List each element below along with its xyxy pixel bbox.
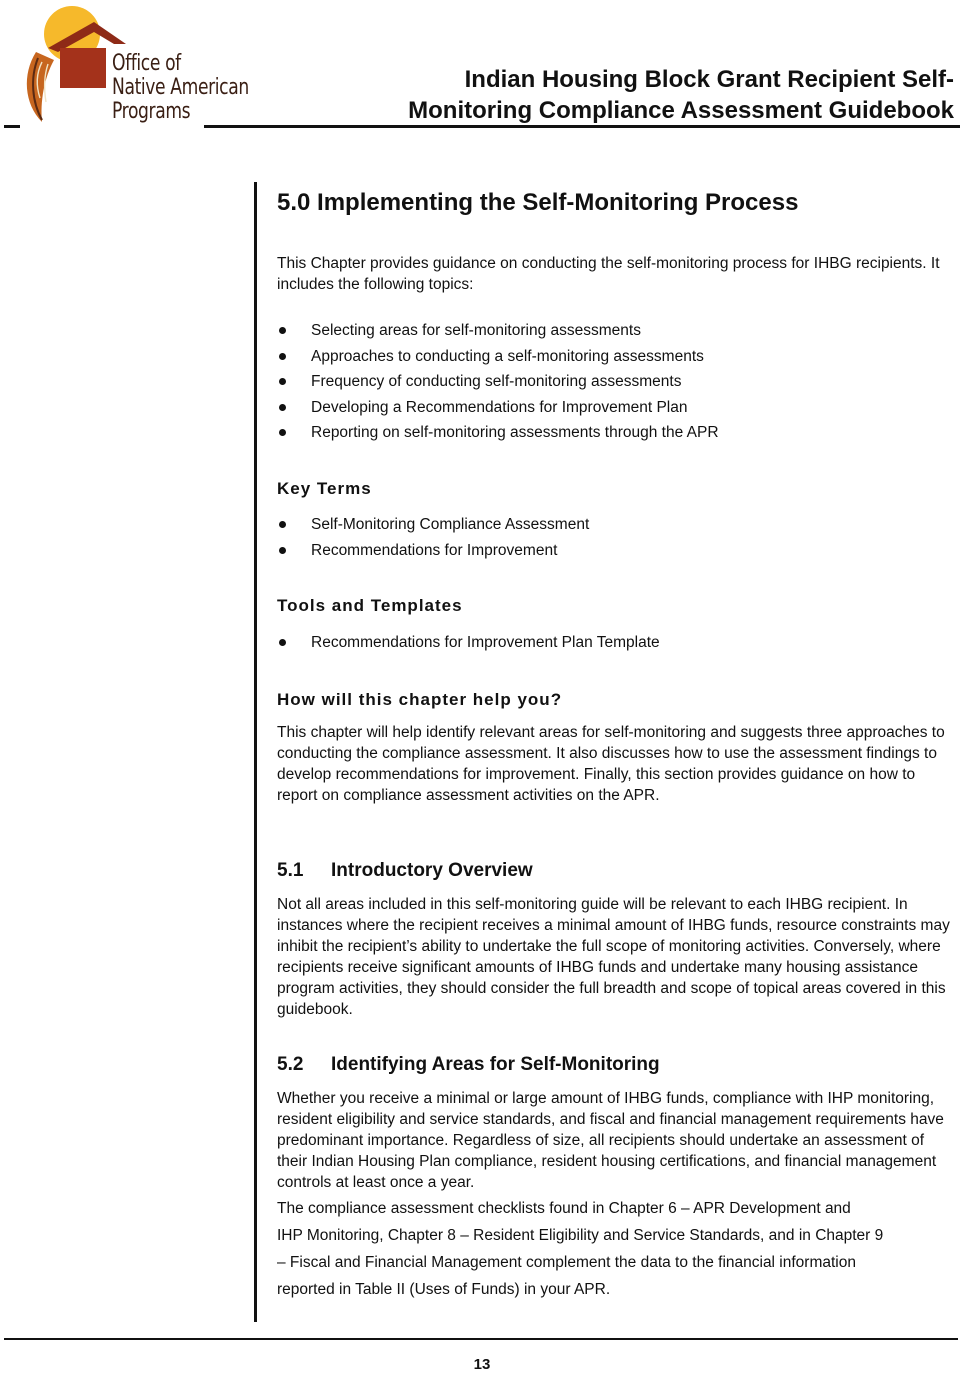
house-shape — [60, 48, 106, 88]
paragraph-line: – Fiscal and Financial Management complement the data to the financial information — [277, 1254, 856, 1271]
bullet-icon — [279, 429, 286, 436]
chapter-intro: This Chapter provides guidance on conducting the self-monitoring process for IHBG recipients. It includes the following topics: — [277, 255, 940, 293]
logo-line: Native American — [112, 75, 249, 100]
paragraph-line: IHP Monitoring, Chapter 8 – Resident Eligibility and Service Standards, and in Chapter 9 — [277, 1227, 884, 1244]
section-5-2-body-2 — [277, 1195, 883, 1303]
list-item-text: Reporting on self-monitoring assessments through the APR — [311, 424, 719, 441]
bullet-icon — [279, 327, 286, 334]
paragraph-line: reported in Table II (Uses of Funds) in your APR. — [277, 1281, 611, 1298]
help-heading: How will this chapter help you? — [277, 690, 563, 709]
feather-icon — [27, 52, 54, 122]
section-heading-5-2 — [277, 1053, 660, 1077]
help-body: This chapter will help identify relevant areas for self-monitoring and suggests three approaches to conducting the compliance assessment. It also discusses how to use the assessment findings to develop recommendations for improvement. Finally, this section provides guidance on how to report on compliance assessment activities on the APR. — [277, 724, 945, 804]
logo-line: Programs — [112, 99, 191, 124]
list-item-text: Recommendations for Improvement Plan Template — [311, 634, 660, 651]
document-title-line: Indian Housing Block Grant Recipient Self- — [464, 66, 954, 93]
key-terms-heading: Key Terms — [277, 479, 372, 498]
section-number: 5.2 — [277, 1054, 304, 1075]
list-item-text: Self-Monitoring Compliance Assessment — [311, 516, 590, 533]
section-title: Identifying Areas for Self-Monitoring — [331, 1054, 660, 1075]
tools-heading: Tools and Templates — [277, 596, 463, 615]
header-rule-left — [4, 125, 20, 128]
bullet-icon — [279, 639, 286, 646]
bullet-icon — [279, 378, 286, 385]
list-item-text: Selecting areas for self-monitoring assessments — [311, 322, 641, 339]
section-heading-5-1 — [277, 859, 533, 883]
logo-wordmark — [112, 52, 249, 124]
header-rule — [204, 125, 960, 128]
bullet-icon — [279, 404, 286, 411]
bullet-icon — [279, 353, 286, 360]
list-item-text: Approaches to conducting a self-monitoring assessments — [311, 347, 704, 365]
bullet-icon — [279, 521, 286, 528]
paragraph-line: The compliance assessment checklists found in Chapter 6 – APR Development and — [277, 1200, 851, 1217]
section-5-2-body: Whether you receive a minimal or large amount of IHBG funds, compliance with IHP monitoring, resident eligibility and service standards, and fiscal and financial management requirements have predominant importance. Regardless of size, all recipients should undertake an assessment of their Indian Housing Plan compliance, resident housing certifications, and financial management controls at least once a year. — [277, 1090, 944, 1191]
margin-rule — [254, 182, 257, 1322]
section-title: Introductory Overview — [331, 860, 533, 881]
document-title — [354, 64, 954, 126]
section-5-1-body: Not all areas included in this self-monitoring guide will be relevant to each IHBG recipient. In instances where the recipient receives a minimal amount of IHBG funds, resource constraints may inhibit the recipient’s ability to undertake the full scope of monitoring activities. Conversely, where recipients receive significant amounts of IHBG funds and undertake many housing assistance program activities, they should consider the full breadth and scope of topical areas covered in this guidebook. — [277, 896, 950, 1018]
chapter-title: 5.0 Implementing the Self-Monitoring Process — [277, 189, 799, 216]
list-item-text: Frequency of conducting self-monitoring assessments — [311, 373, 682, 390]
document-title-line: Monitoring Compliance Assessment Guidebook — [408, 97, 954, 124]
page-number: 13 — [473, 1356, 491, 1373]
bullet-icon — [279, 547, 286, 554]
logo-line: Office of — [112, 51, 181, 76]
onap-logo — [14, 4, 249, 130]
footer-rule — [4, 1338, 958, 1340]
list-item-text: Recommendations for Improvement — [311, 541, 558, 559]
list-item-text: Developing a Recommendations for Improvement Plan — [311, 398, 688, 416]
section-number: 5.1 — [277, 860, 304, 881]
